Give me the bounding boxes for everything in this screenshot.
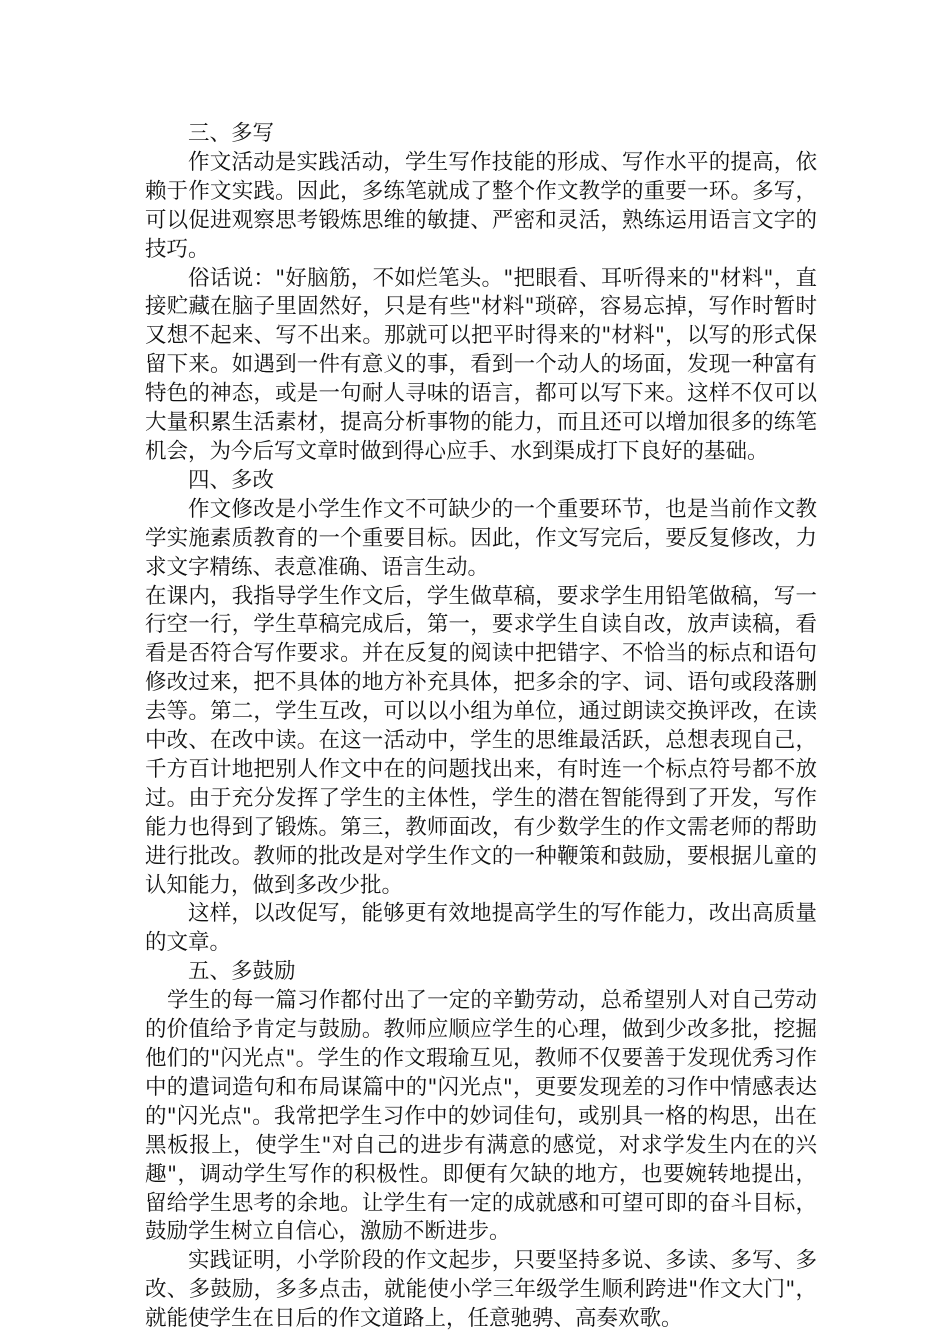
section-heading-4: 四、多改 bbox=[188, 467, 275, 493]
paragraph: 学生的每一篇习作都付出了一定的辛勤劳动，总希望别人对自己劳动的价值给予肯定与鼓励。教师应顺应学生的心理，做到少改多批，挖掘他们的"闪光点"。学生的作文瑕瑜互见，教师不仅要善于发现优秀习作中的遣词造句和布局谋篇中的"闪光点"，更要发现差的习作中情感表达的"闪光点"。我常把学生习作中的妙词佳句，或别具一格的构思，出在黑板报上，使学生"对自己的进步有满意的感觉，对求学发生内在的兴趣"，调动学生写作的积极性。即便有欠缺的地方，也要婉转地提出，留给学生思考的余地。让学生有一定的成就感和可望可即的奋斗目标，鼓励学生树立自信心，激励不断进步。 bbox=[145, 988, 817, 1245]
section-heading-5: 五、多鼓励 bbox=[188, 959, 296, 985]
paragraph: 实践证明，小学阶段的作文起步，只要坚持多说、多读、多写、多改、多鼓励，多多点击，就能使小学三年级学生顺利跨进"作文大门"，就能使学生在日后的作文道路上，任意驰骋、高奏欢歌。 bbox=[145, 1248, 817, 1332]
paragraph: 作文活动是实践活动，学生写作技能的形成、写作水平的提高，依赖于作文实践。因此，多练笔就成了整个作文教学的重要一环。多写，可以促进观察思考锻炼思维的敏捷、严密和灵活，熟练运用语言文字的技巧。 bbox=[145, 149, 817, 262]
paragraph: 俗话说："好脑筋，不如烂笔头。"把眼看、耳听得来的"材料"，直接贮藏在脑子里固然好，只是有些"材料"琐碎，容易忘掉，写作时暂时又想不起来、写不出来。那就可以把平时得来的"材料"，以写的形式保留下来。如遇到一件有意义的事，看到一个动人的场面，发现一种富有特色的神态，或是一句耐人寻味的语言，都可以写下来。这样不仅可以大量积累生活素材，提高分析事物的能力，而且还可以增加很多的练笔机会，为今后写文章时做到得心应手、水到渠成打下良好的基础。 bbox=[145, 265, 817, 464]
paragraph: 这样，以改促写，能够更有效地提高学生的写作能力，改出高质量的文章。 bbox=[145, 901, 817, 956]
section-heading-3: 三、多写 bbox=[188, 121, 275, 146]
paragraph: 作文修改是小学生作文不可缺少的一个重要环节，也是当前作文教学实施素质教育的一个重要目标。因此，作文写完后，要反复修改，力求文字精练、表意准确、语言生动。 bbox=[145, 496, 817, 580]
document-body bbox=[145, 120, 817, 1334]
paragraph: 在课内，我指导学生作文后，学生做草稿，要求学生用铅笔做稿，写一行空一行，学生草稿完成后，第一，要求学生自读自改，放声读稿，看看是否符合写作要求。并在反复的阅读中把错字、不恰当的标点和语句修改过来，把不具体的地方补充具体，把多余的字、词、语句或段落删去等。第二，学生互改，可以以小组为单位，通过朗读交换评改，在读中改、在改中读。在这一活动中，学生的思维最活跃，总想表现自己，千方百计地把别人作文中在的问题找出来，有时连一个标点符号都不放过。由于充分发挥了学生的主体性，学生的潜在智能得到了开发，写作能力也得到了锻炼。第三，教师面改，有少数学生的作文需老师的帮助进行批改。教师的批改是对学生作文的一种鞭策和鼓励，要根据儿童的认知能力，做到多改少批。 bbox=[145, 583, 817, 898]
